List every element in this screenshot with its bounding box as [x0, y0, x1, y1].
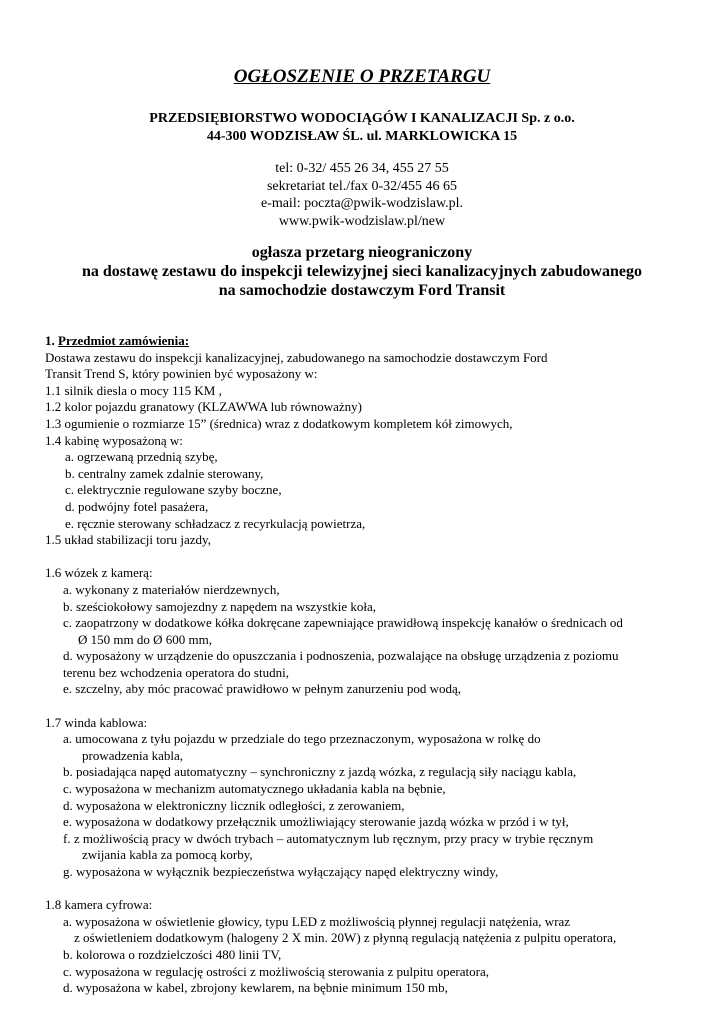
section-heading-text: Przedmiot zamówienia:	[58, 333, 190, 348]
contact-tel: tel: 0-32/ 455 26 34, 455 27 55	[275, 161, 449, 176]
camera-item: d. wyposażona w kabel, zbrojony kewlarem, na bębnie minimum 150 mb,	[63, 980, 448, 996]
contact-email: e-mail: poczta@pwik-wodzislaw.pl.	[260, 196, 464, 211]
trolley-item: b. sześciokołowy samojezdny z napędem na wszystkie koła,	[63, 598, 376, 614]
winch-item-cont: prowadzenia kabla,	[82, 747, 184, 763]
announcement-line: ogłasza przetarg nieograniczony	[251, 244, 473, 261]
spec-item: 1.2 kolor pojazdu granatowy (KLZAWWA lub równoważny)	[45, 399, 363, 415]
intro-line: Transit Trend S, który powinien być wyposażony w:	[45, 366, 318, 382]
cabin-item: c. elektrycznie regulowane szyby boczne,	[65, 482, 282, 498]
spec-item: 1.1 silnik diesla o mocy 115 KM ,	[45, 382, 222, 398]
organization-name: PRZEDSIĘBIORSTWO WODOCIĄGÓW I KANALIZACJI Sp. z o.o.	[149, 111, 575, 126]
cabin-item: e. ręcznie sterowany schładzacz z recyrkulacją powietrza,	[65, 515, 366, 531]
contact-block	[0, 160, 724, 230]
trolley-item-cont: Ø 150 mm do Ø 600 mm,	[78, 631, 212, 647]
contact-www: www.pwik-wodzislaw.pl/new	[278, 213, 446, 229]
winch-item: a. umocowana z tyłu pojazdu w przedziale do tego przeznaczonym, wyposażona w rolkę do	[63, 731, 541, 747]
announcement-line: na samochodzie dostawczym Ford Transit	[218, 282, 506, 299]
winch-item-cont: zwijania kabla za pomocą korby,	[82, 847, 253, 863]
spec-item: 1.3 ogumienie o rozmiarze 15” (średnica) wraz z dodatkowym kompletem kół zimowych,	[45, 415, 513, 431]
winch-item: f. z możliwością pracy w dwóch trybach – automatycznym lub ręcznym, przy pracy w trybie ręcznym	[63, 830, 594, 846]
cabin-item: d. podwójny fotel pasażera,	[65, 498, 209, 514]
spacer	[45, 549, 705, 566]
camera-item: c. wyposażona w regulację ostrości z możliwością sterowania z pulpitu operatora,	[63, 963, 489, 979]
spacer	[45, 881, 705, 898]
camera-item-cont: z oświetleniem dodatkowym (halogeny 2 X min. 20W) z płynną regulacją natężenia z pulpitu operatora,	[74, 930, 617, 946]
winch-item: d. wyposażona w elektroniczny licznik odległości, z zerowaniem,	[63, 797, 405, 813]
spec-item: 1.5 układ stabilizacji toru jazdy,	[45, 532, 211, 548]
contact-fax: sekretariat tel./fax 0-32/455 46 65	[266, 178, 458, 194]
camera-item: a. wyposażona w oświetlenie głowicy, typu LED z możliwością płynnej regulacji natężenia, wraz	[63, 913, 571, 929]
document-title: OGŁOSZENIE O PRZETARGU	[233, 66, 491, 87]
trolley-item: e. szczelny, aby móc pracować prawidłowo w pełnym zanurzeniu pod wodą,	[63, 681, 462, 697]
camera-item: b. kolorowa o rozdzielczości 480 linii TV,	[63, 946, 282, 962]
cabin-item: b. centralny zamek zdalnie sterowany,	[65, 465, 264, 481]
announcement-line: na dostawę zestawu do inspekcji telewizyjnej sieci kanalizacyjnych zabudowanego	[82, 263, 642, 280]
intro-line: Dostawa zestawu do inspekcji kanalizacyjnej, zabudowanego na samochodzie dostawczym Ford	[45, 349, 548, 365]
organization-header	[0, 110, 724, 146]
cabin-item: a. ogrzewaną przednią szybę,	[65, 449, 218, 465]
winch-heading: 1.7 winda kablowa:	[45, 714, 148, 730]
section-1-heading	[45, 333, 705, 350]
winch-item: c. wyposażona w mechanizm automatycznego układania kabla na bębnie,	[63, 781, 446, 797]
winch-item: e. wyposażona w dodatkowy przełącznik umożliwiający sterowanie jazdą wózka w przód i w tył,	[63, 814, 569, 830]
announcement	[0, 243, 724, 300]
trolley-item: d. wyposażony w urządzenie do opuszczania i podnoszenia, pozwalające na obsługę urządzenia z poziomu	[63, 648, 619, 664]
spec-item: 1.4 kabinę wyposażoną w:	[45, 432, 183, 448]
trolley-item: a. wykonany z materiałów nierdzewnych,	[63, 581, 280, 597]
trolley-heading: 1.6 wózek z kamerą:	[45, 565, 153, 581]
section-number: 1.	[45, 333, 58, 348]
winch-item: g. wyposażona w wyłącznik bezpieczeństwa wyłączający napęd elektryczny windy,	[63, 864, 499, 879]
trolley-item: c. zaopatrzony w dodatkowe kółka dokręcane zapewniające prawidłową inspekcję kanałów o średnicach od	[63, 615, 623, 631]
spacer	[45, 698, 705, 715]
camera-heading: 1.8 kamera cyfrowa:	[45, 897, 153, 913]
section-1	[45, 333, 705, 997]
trolley-item-cont: terenu bez wchodzenia operatora do studni,	[63, 664, 289, 680]
winch-item: b. posiadająca napęd automatyczny – synchroniczny z jazdą wózka, z regulacją siły naciągu kabla,	[63, 764, 577, 780]
organization-address: 44-300 WODZISŁAW ŚL. ul. MARKLOWICKA 15	[206, 129, 518, 144]
